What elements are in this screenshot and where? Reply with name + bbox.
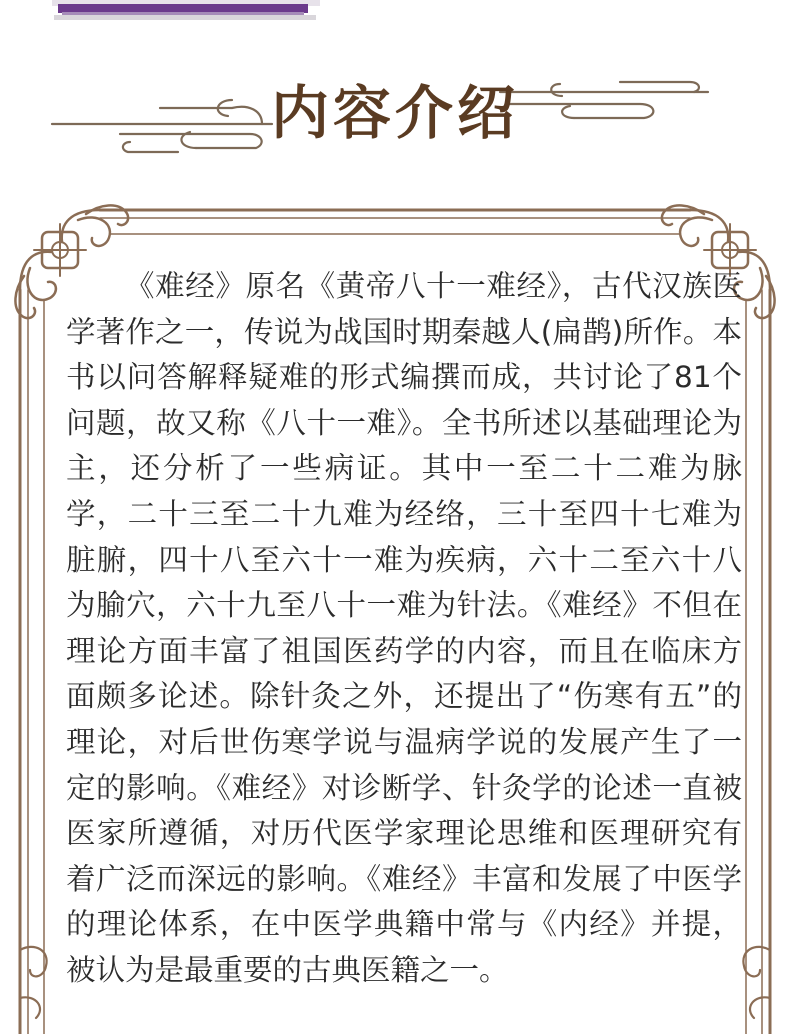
book-cover-edge	[52, 0, 320, 22]
section-title: 内容介绍	[270, 79, 519, 147]
book-description: 《难经》原名《黄帝八十一难经》，古代汉族医学著作之一，传说为战国时期秦越人(扁鹊)所作。本书以问答解释疑难的形式编撰而成，共讨论了81个问题，故又称《八十一难》。全书所述以基础理论为主，还分析了一些病证。其中一至二十二难为脉学，二十三至二十九难为经络，三十至四十七难为脏腑，四十八至六十一难为疾病，六十二至六十八为腧穴，六十九至八十一难为针法。《难经》不但在理论方面丰富了祖国医药学的内容，而且在临床方面颇多论述。除针灸之外，还提出了“伤寒有五”的理论，对后世伤寒学说与温病学说的发展产生了一定的影响。《难经》对诊断学、针灸学的论述一直被医家所遵循，对历代医学家理论思维和医理研究有着广泛而深远的影响。《难经》丰富和发展了中医学的理论体系，在中医学典籍中常与《内经》并提，被认为是最重要的古典医籍之一。	[66, 269, 742, 987]
